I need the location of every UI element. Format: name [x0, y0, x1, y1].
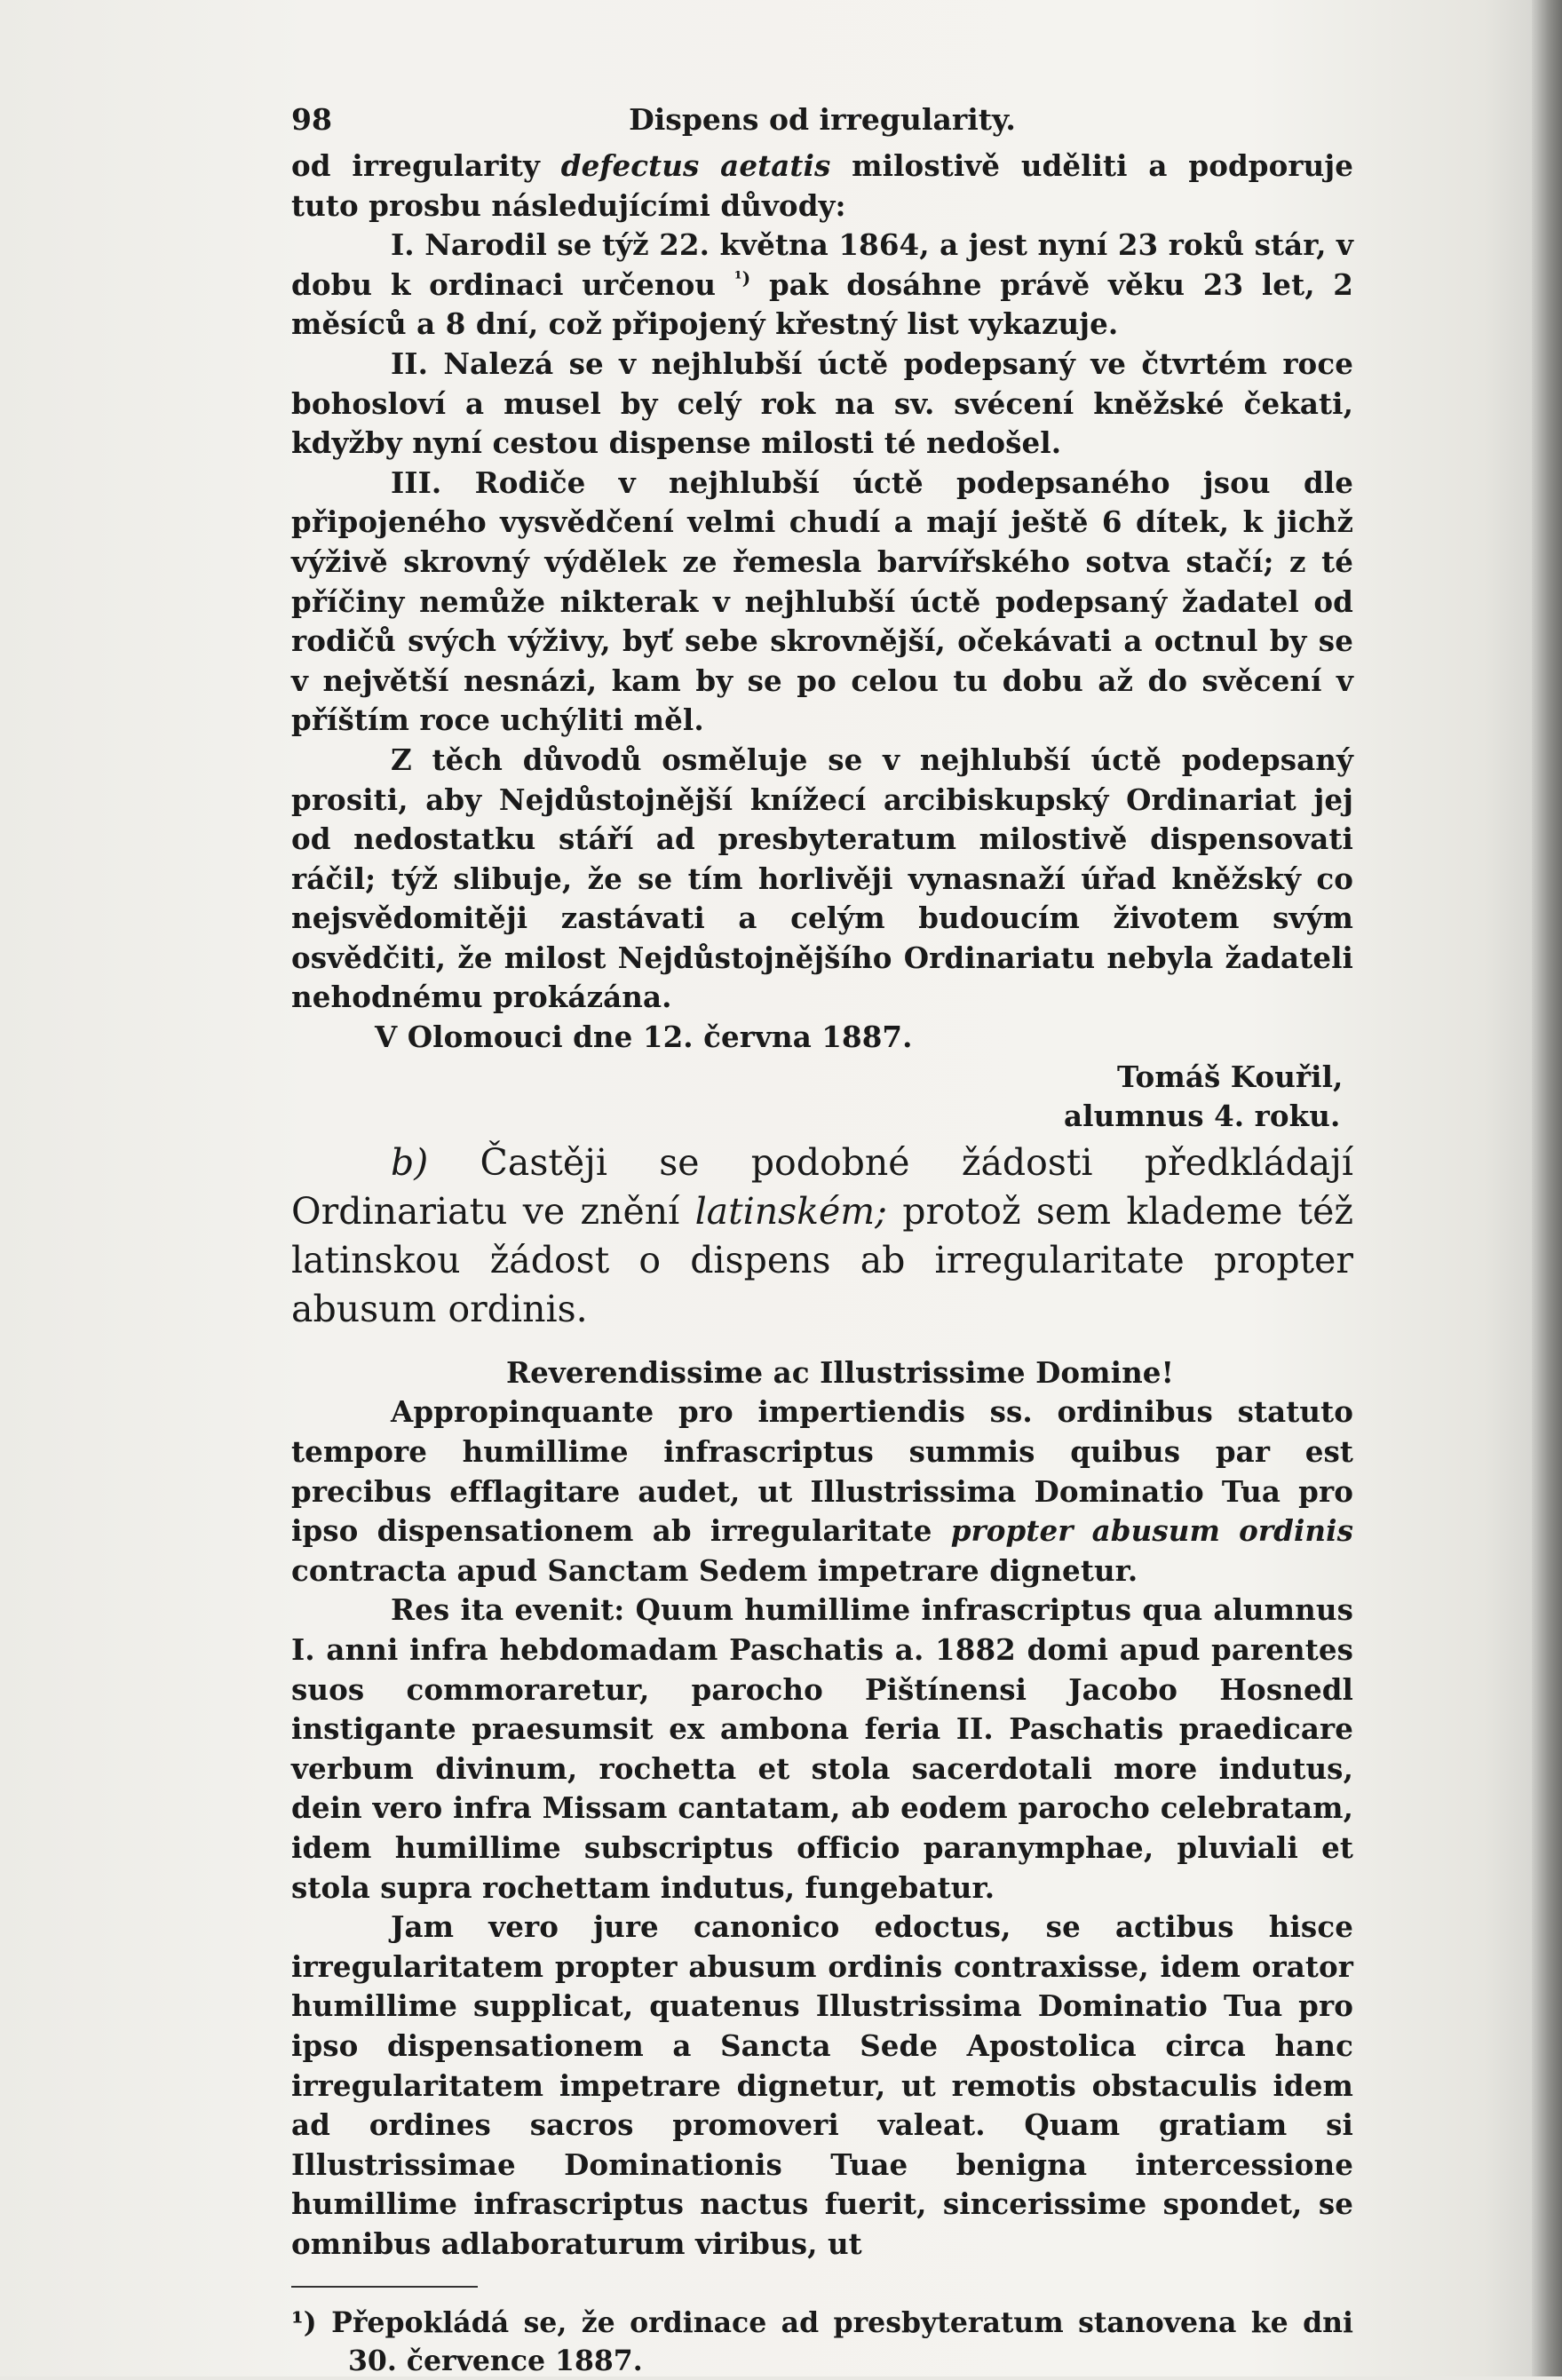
- closing-paragraph: Z těch důvodů osměluje se v nejhlubší úctě podepsaný prositi, aby Nejdůstojnější knížecí arcibiskupský Ordinariat jej od nedostatku stáří ad presbyteratum milostivě dispensovati ráčil; týž slibuje, že se tím horlivěji vynasnaží úřad kněžský co nejsvědomitěji zastávati a celým budoucím životem svým osvědčiti, že milost Nejdůstojnějšího Ordinariatu nebyla žadateli nehodnému prokázána.: [291, 742, 1353, 1015]
- signature-block: [1064, 1058, 1353, 1137]
- footnote-reference[interactable]: ¹): [733, 266, 751, 289]
- footnote: ¹) Přepokládá se, že ordinace ad presbyteratum stanovena ke dni 30. července 1887.: [291, 2305, 1353, 2377]
- reason-two: II. Nalezá se v nejhlubší úctě podepsaný ve čtvrtém roce bohosloví a musel by celý rok na sv. svécení kněžské čekati, kdyžby nyní cestou dispense milosti té nedošel.: [291, 345, 1353, 461]
- running-title: Dispens od irregularity.: [629, 102, 1016, 137]
- latin-petition: [291, 1353, 1353, 2265]
- italic-term: defectus aetatis: [560, 148, 831, 183]
- signature-title: alumnus 4. roku.: [1064, 1099, 1341, 1134]
- page-header: [291, 93, 1353, 147]
- salutation: Reverendissime ac Illustrissime Domine!: [506, 1354, 1174, 1390]
- reason-three: III. Rodiče v nejhlubší úctě podepsaného jsou dle připojeného vysvědčení velmi chudí a mají ještě 6 dítek, k jichž výživě skrovný výdělek ze řemesla barvířského sotva stačí; z té příčiny nemůže nikterak v nejhlubší úctě podepsaný žadatel od rodičů svých výživy, byť sebe skrovnější, očekávati a octnul by se v největší nesnázi, kam by se po celou tu dobu až do svěcení v příštím roce uchýliti měl.: [291, 464, 1353, 738]
- reason-one: I. Narodil se týž 22. května 1864, a jest nyní 23 roků stár, v dobu k ordinaci určenou $^{^1)}$ pak dosáhne právě věku 23 let, 2 měsíců a 8 dní, což připojený křestný list vykazuje.: [291, 227, 1353, 342]
- section-letter: b): [391, 1140, 429, 1184]
- latin-paragraph-3: Jam vero jure canonico edoctus, se actibus hisce irregularitatem propter abusum ordinis contraxisse, idem orator humillime supplicat, quatenus Illustrissima Dominatio Tua pro ipso dispensationem a Sancta Sede Apostolica circa hanc irregularitatem impetrare dignetur, ut remotis obstaculis idem ad ordines sacros promoveri valeat. Quam gratiam si Illustrissimae Dominationis Tuae benigna intercessione humillime infrascriptus nactus fuerit, sincerissime spondet, se omnibus adlaboraturum viribus, ut: [291, 1909, 1353, 2261]
- date-line: V Olomouci dne 12. června 1887.: [375, 1019, 913, 1055]
- page-number: 98: [291, 102, 332, 137]
- page-content: [291, 93, 1353, 2380]
- footnote-marker: ¹): [291, 2305, 317, 2339]
- latin-paragraph-2: Res ita evenit: Quum humillime infrascriptus qua alumnus I. anni infra hebdomadam Paschatis a. 1882 domi apud parentes suos commoraretur, parocho Pištínensi Jacobo Hosnedl instigante praesumsit ex ambona feria II. Paschatis praedicare verbum divinum, rochetta et stola sacerdotali more indutus, dein vero infra Missam cantatam, ab eodem parocho celebratam, idem humillime subscriptus officio paranymphae, pluviali et stola supra rochettam indutus, fungebatur.: [291, 1592, 1353, 1905]
- opening-paragraph: od irregularity defectus aetatis milostivě uděliti a podporuje tuto prosbu následujícími důvody:: [291, 148, 1353, 223]
- latin-paragraph-1: Appropinquante pro impertiendis ss. ordinibus statuto tempore humillime infrascriptus summis quibus par est precibus efflagitare audet, ut Illustrissima Dominatio Tua pro ipso dispensationem ab irregularitate propter abusum ordinis contracta apud Sanctam Sedem impetrare dignetur.: [291, 1394, 1353, 1588]
- scan-edge: [1532, 0, 1562, 2376]
- czech-petition: [291, 147, 1353, 1137]
- signature-name: Tomáš Kouřil,: [1117, 1059, 1344, 1094]
- section-b-paragraph: b) Častěji se podobné žádosti předkládají Ordinariatu ve znění latinském; protož sem klademe též latinskou žádost o dispens ab irregularitate propter abusum ordinis.: [291, 1140, 1354, 1330]
- footnote-divider: [291, 2286, 478, 2288]
